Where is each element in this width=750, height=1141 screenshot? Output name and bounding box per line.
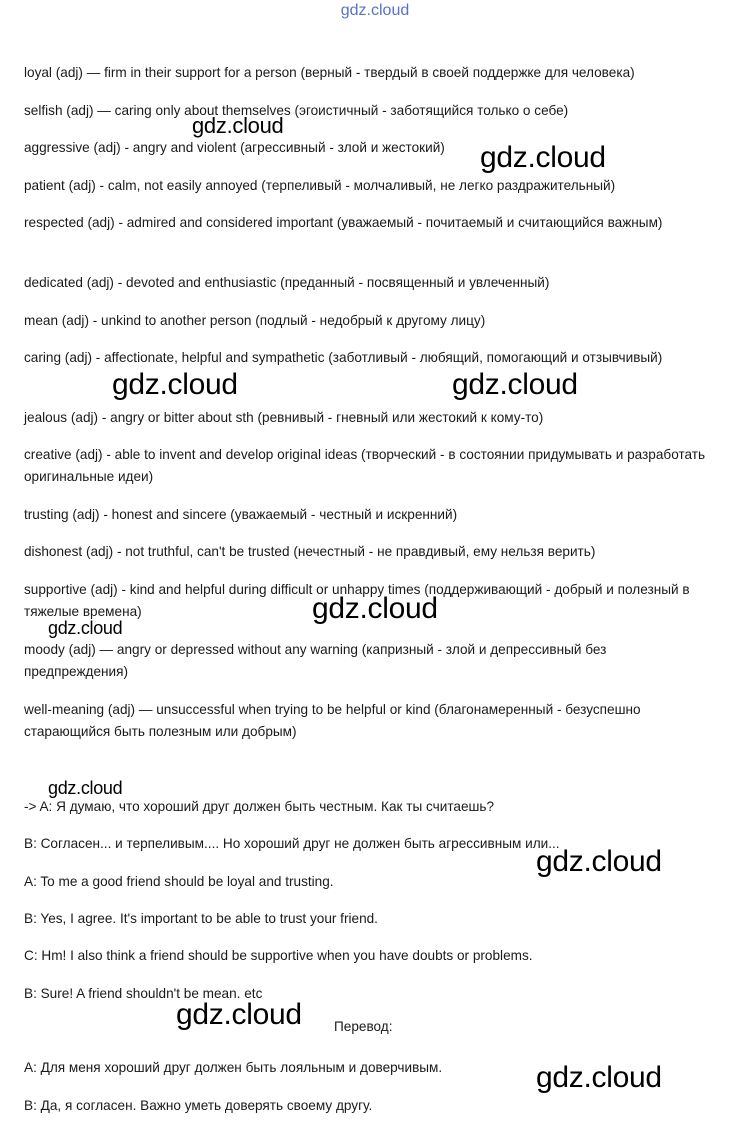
dialogue-line: -> A: Я думаю, что хороший друг должен быть честным. Как ты считаешь? <box>24 799 495 814</box>
site-header-link[interactable]: gdz.cloud <box>340 2 410 19</box>
watermark: gdz.cloud <box>536 845 662 878</box>
watermark: gdz.cloud <box>536 1061 662 1094</box>
watermark: gdz.cloud <box>48 778 123 798</box>
watermark: gdz.cloud <box>112 368 238 401</box>
watermark: gdz.cloud <box>452 368 578 401</box>
vocab-item-respected: respected (adj) - admired and considered important (уважаемый - почитаемый и считающийся важным) <box>24 215 663 230</box>
dialogue-line: C: Hm! I also think a friend should be supportive when you have doubts or problems. <box>24 948 533 963</box>
watermark: gdz.cloud <box>480 141 606 174</box>
watermark: gdz.cloud <box>192 113 284 138</box>
dialogue-line: A: To me a good friend should be loyal and trusting. <box>24 874 334 889</box>
vocab-item-supportive: supportive (adj) - kind and helpful during difficult or unhappy times (поддерживающий - добрый и полезный в тяжелые времена) <box>24 582 690 619</box>
dialogue-line: B: Yes, I agree. It's important to be able to trust your friend. <box>24 911 378 926</box>
vocab-item-patient: patient (adj) - calm, not easily annoyed (терпеливый - молчаливый, не легко раздражительный) <box>24 178 616 193</box>
vocab-item-dedicated: dedicated (adj) - devoted and enthusiastic (преданный - посвященный и увлеченный) <box>24 275 550 290</box>
vocab-item-dishonest: dishonest (adj) - not truthful, can't be trusted (нечестный - не правдивый, ему нельзя верить) <box>24 544 596 559</box>
translation-line: B: Да, я согласен. Важно уметь доверять своему другу. <box>24 1098 373 1113</box>
vocab-item-loyal: loyal (adj) — firm in their support for a person (верный - твердый в своей поддержке для человека) <box>24 65 635 80</box>
vocab-item-selfish: selfish (adj) — caring only about themselves (эгоистичный - заботящийся только о себе) <box>24 103 569 118</box>
vocab-item-creative: creative (adj) - able to invent and develop original ideas (творческий - в состоянии придумывать и разработать оригинальные идеи) <box>24 447 706 484</box>
vocab-item-jealous: jealous (adj) - angry or bitter about sth (ревнивый - гневный или жестокий к кому-то) <box>24 410 544 425</box>
dialogue-line: B: Sure! A friend shouldn't be mean. etc <box>24 986 263 1001</box>
translation-label: Перевод: <box>334 1019 393 1034</box>
watermark: gdz.cloud <box>48 618 123 638</box>
vocab-item-trusting: trusting (adj) - honest and sincere (уважаемый - честный и искренний) <box>24 507 458 522</box>
watermark: gdz.cloud <box>176 998 302 1031</box>
vocab-item-mean: mean (adj) - unkind to another person (подлый - недобрый к другому лицу) <box>24 313 486 328</box>
vocab-item-caring: caring (adj) - affectionate, helpful and sympathetic (заботливый - любящий, помогающий и отзывчивый) <box>24 350 663 365</box>
vocab-item-moody: moody (adj) — angry or depressed without any warning (капризный - злой и депрессивный без предпреждения) <box>24 642 607 679</box>
dialogue-line: B: Согласен... и терпеливым.... Но хороший друг не должен быть агрессивным или... <box>24 836 560 851</box>
vocab-item-aggressive: aggressive (adj) - angry and violent (агрессивный - злой и жестокий) <box>24 140 445 155</box>
translation-line: A: Для меня хороший друг должен быть лояльным и доверчивым. <box>24 1060 443 1075</box>
watermark: gdz.cloud <box>312 592 438 625</box>
vocab-item-well-meaning: well-meaning (adj) — unsuccessful when trying to be helpful or kind (благонамеренный - безуспешно старающийся быть полезным или добрым) <box>24 702 641 739</box>
